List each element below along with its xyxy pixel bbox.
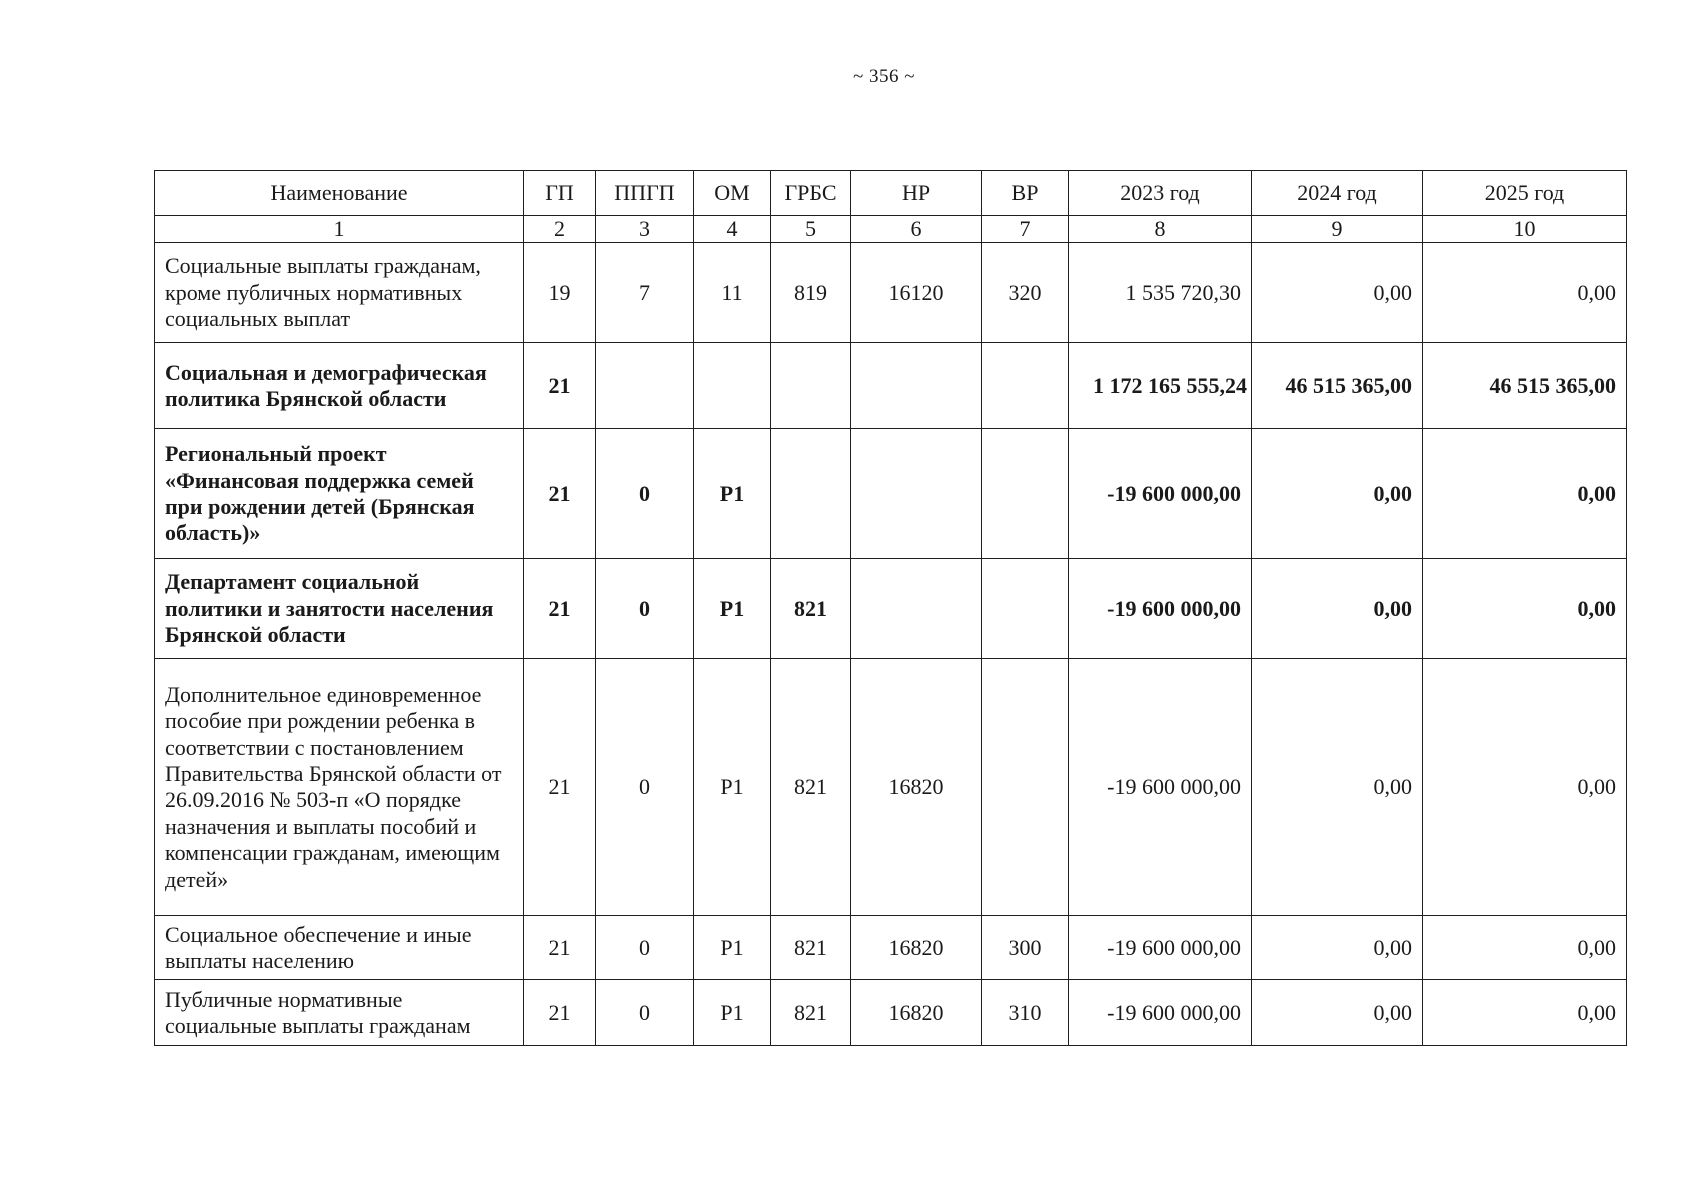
column-number: 6 <box>851 216 982 243</box>
row-amount-2025: 0,00 <box>1423 980 1627 1046</box>
row-ppgp <box>596 343 694 429</box>
row-nr: 16820 <box>851 980 982 1046</box>
row-ppgp: 0 <box>596 559 694 659</box>
table-row <box>155 980 1627 1046</box>
column-header-nr: НР <box>851 171 982 216</box>
row-amount-2023: -19 600 000,00 <box>1069 559 1252 659</box>
row-nr <box>851 343 982 429</box>
row-amount-2023: -19 600 000,00 <box>1069 429 1252 559</box>
column-number: 8 <box>1069 216 1252 243</box>
row-amount-2024: 0,00 <box>1252 559 1423 659</box>
row-amount-2024: 0,00 <box>1252 429 1423 559</box>
row-grbs: 821 <box>771 980 851 1046</box>
column-number: 1 <box>155 216 524 243</box>
row-amount-2025: 46 515 365,00 <box>1423 343 1627 429</box>
row-amount-2024: 0,00 <box>1252 916 1423 980</box>
row-vr <box>982 559 1069 659</box>
column-header-vr: ВР <box>982 171 1069 216</box>
row-vr: 300 <box>982 916 1069 980</box>
row-name: Социальная и демографическая политика Брянской области <box>155 343 524 429</box>
row-amount-2024: 46 515 365,00 <box>1252 343 1423 429</box>
row-amount-2025: 0,00 <box>1423 916 1627 980</box>
row-name: Региональный проект «Финансовая поддержка семей при рождении детей (Брянская область)» <box>155 429 524 559</box>
column-header-gp: ГП <box>524 171 596 216</box>
row-name: Дополнительное единовременное пособие при рождении ребенка в соответствии с постановлением Правительства Брянской области от 26.09.2016 № 503-п «О порядке назначения и выплаты пособий и компенсации гражданам, имеющим детей» <box>155 659 524 916</box>
row-gp: 21 <box>524 559 596 659</box>
row-amount-2024: 0,00 <box>1252 659 1423 916</box>
row-amount-2023: 1 172 165 555,24 <box>1069 343 1252 429</box>
column-header-ppgp: ППГП <box>596 171 694 216</box>
row-om: Р1 <box>694 980 771 1046</box>
row-gp: 19 <box>524 243 596 343</box>
column-number-row <box>155 216 1627 243</box>
row-om: Р1 <box>694 429 771 559</box>
header-row <box>155 171 1627 216</box>
row-vr: 320 <box>982 243 1069 343</box>
row-grbs <box>771 429 851 559</box>
column-number: 5 <box>771 216 851 243</box>
row-grbs: 821 <box>771 916 851 980</box>
column-header-grbs: ГРБС <box>771 171 851 216</box>
column-header-name: Наименование <box>155 171 524 216</box>
row-nr: 16120 <box>851 243 982 343</box>
row-vr <box>982 429 1069 559</box>
row-ppgp: 0 <box>596 916 694 980</box>
table-row <box>155 243 1627 343</box>
row-amount-2025: 0,00 <box>1423 559 1627 659</box>
row-grbs: 821 <box>771 559 851 659</box>
row-vr <box>982 343 1069 429</box>
column-number: 3 <box>596 216 694 243</box>
row-ppgp: 0 <box>596 429 694 559</box>
row-amount-2023: -19 600 000,00 <box>1069 659 1252 916</box>
row-om <box>694 343 771 429</box>
row-om: 11 <box>694 243 771 343</box>
row-gp: 21 <box>524 916 596 980</box>
row-om: Р1 <box>694 659 771 916</box>
row-grbs: 819 <box>771 243 851 343</box>
column-header-om: ОМ <box>694 171 771 216</box>
row-name: Департамент социальной политики и занятости населения Брянской области <box>155 559 524 659</box>
row-ppgp: 0 <box>596 659 694 916</box>
column-number: 4 <box>694 216 771 243</box>
row-amount-2025: 0,00 <box>1423 659 1627 916</box>
column-number: 2 <box>524 216 596 243</box>
row-grbs <box>771 343 851 429</box>
row-amount-2023: -19 600 000,00 <box>1069 916 1252 980</box>
table-row <box>155 916 1627 980</box>
row-vr: 310 <box>982 980 1069 1046</box>
table-row <box>155 343 1627 429</box>
row-amount-2024: 0,00 <box>1252 980 1423 1046</box>
row-vr <box>982 659 1069 916</box>
column-number: 10 <box>1423 216 1627 243</box>
row-nr: 16820 <box>851 659 982 916</box>
row-name: Социальные выплаты гражданам, кроме публичных нормативных социальных выплат <box>155 243 524 343</box>
row-amount-2025: 0,00 <box>1423 243 1627 343</box>
row-amount-2025: 0,00 <box>1423 429 1627 559</box>
row-nr <box>851 429 982 559</box>
row-amount-2024: 0,00 <box>1252 243 1423 343</box>
row-om: Р1 <box>694 916 771 980</box>
row-grbs: 821 <box>771 659 851 916</box>
column-header-2025: 2025 год <box>1423 171 1627 216</box>
column-header-2024: 2024 год <box>1252 171 1423 216</box>
table-row <box>155 659 1627 916</box>
table-row <box>155 559 1627 659</box>
row-gp: 21 <box>524 429 596 559</box>
row-amount-2023: -19 600 000,00 <box>1069 980 1252 1046</box>
row-gp: 21 <box>524 659 596 916</box>
row-name: Публичные нормативные социальные выплаты гражданам <box>155 980 524 1046</box>
row-ppgp: 7 <box>596 243 694 343</box>
column-number: 9 <box>1252 216 1423 243</box>
row-gp: 21 <box>524 343 596 429</box>
row-nr: 16820 <box>851 916 982 980</box>
budget-table <box>154 170 1627 1046</box>
column-header-2023: 2023 год <box>1069 171 1252 216</box>
table-row <box>155 429 1627 559</box>
row-gp: 21 <box>524 980 596 1046</box>
row-om: Р1 <box>694 559 771 659</box>
row-nr <box>851 559 982 659</box>
column-number: 7 <box>982 216 1069 243</box>
row-amount-2023: 1 535 720,30 <box>1069 243 1252 343</box>
page-number: ~ 356 ~ <box>852 66 916 87</box>
row-ppgp: 0 <box>596 980 694 1046</box>
row-name: Социальное обеспечение и иные выплаты населению <box>155 916 524 980</box>
